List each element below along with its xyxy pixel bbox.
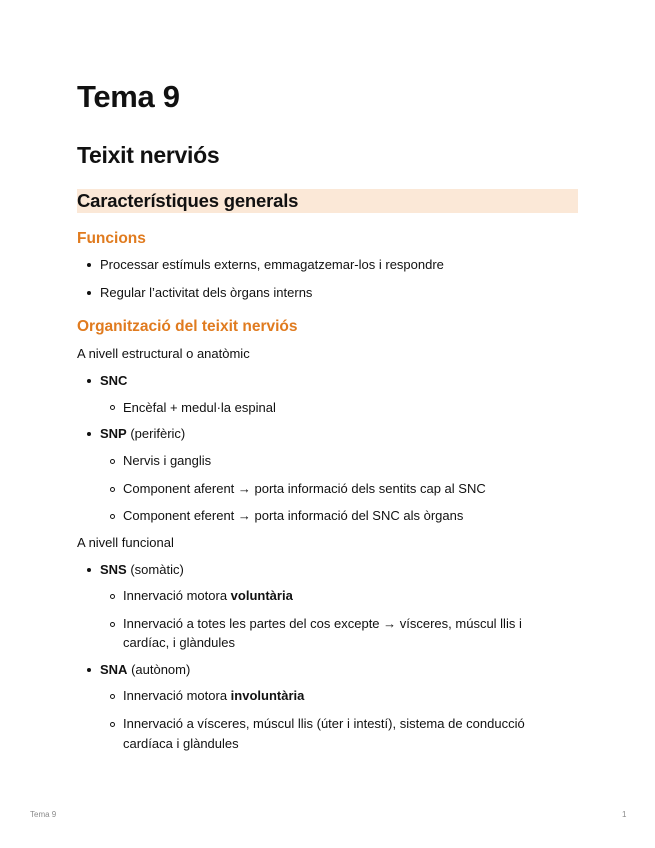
footer-title: Tema 9 [30,810,57,819]
circle-bullet-icon [110,405,115,410]
sub-item-prefix: Innervació motora [123,688,231,703]
sub-list-item [123,686,304,706]
paragraph-funcional: A nivell funcional [77,535,174,550]
footer-page-number: 1 [622,810,627,819]
heading-organitzacio: Organització del teixit nerviós [77,318,298,335]
page-title: Tema 9 [77,79,180,114]
sub-list-item: Innervació a vísceres, múscul llis (úter i intestí), sistema de conducció [123,716,525,731]
circle-bullet-icon [110,487,115,492]
page-subtitle: Teixit nerviós [77,142,220,168]
list-item-sna [100,660,190,680]
sub-list-item: Nervis i ganglis [123,453,212,468]
list-item-sns [100,560,184,580]
bullet-icon [87,432,91,436]
section-heading-highlight [77,189,578,213]
bullet-icon [87,568,91,572]
circle-bullet-icon [110,459,115,464]
heading-funcions: Funcions [77,230,146,247]
sub-list-item: Innervació a totes les partes del cos excepte → vísceres, múscul llis i [123,616,522,631]
term-sna: SNA [100,662,128,677]
list-item-snp [100,424,185,444]
term-sns-rest: (somàtic) [126,562,184,577]
section-heading: Característiques generals [77,190,299,211]
sub-list-item: Component eferent → porta informació del SNC als òrgans [123,508,464,523]
term-sna-rest: (autònom) [127,662,191,677]
circle-bullet-icon [110,694,115,699]
bullet-icon [87,263,91,267]
circle-bullet-icon [110,594,115,599]
list-item-snc [100,371,127,391]
sub-item-prefix: Innervació motora [123,588,231,603]
term-snp: SNP [100,426,127,441]
bullet-icon [87,379,91,383]
sub-list-item-continuation: cardíac, i glàndules [123,635,236,650]
sub-list-item [123,586,293,606]
sub-list-item-continuation: cardíaca i glàndules [123,736,239,751]
term-snc: SNC [100,373,128,388]
list-item: Regular l’activitat dels òrgans interns [100,285,313,300]
circle-bullet-icon [110,514,115,519]
term-sns: SNS [100,562,127,577]
sub-list-item: Encèfal + medul·la espinal [123,400,276,415]
term-snp-rest: (perifèric) [126,426,186,441]
bullet-icon [87,668,91,672]
sub-item-bold: involuntària [230,688,305,703]
bullet-icon [87,291,91,295]
circle-bullet-icon [110,722,115,727]
sub-item-bold: voluntària [230,588,293,603]
paragraph-estructural: A nivell estructural o anatòmic [77,346,250,361]
sub-list-item: Component aferent → porta informació dels sentits cap al SNC [123,481,486,496]
circle-bullet-icon [110,622,115,627]
list-item: Processar estímuls externs, emmagatzemar-los i respondre [100,257,444,272]
